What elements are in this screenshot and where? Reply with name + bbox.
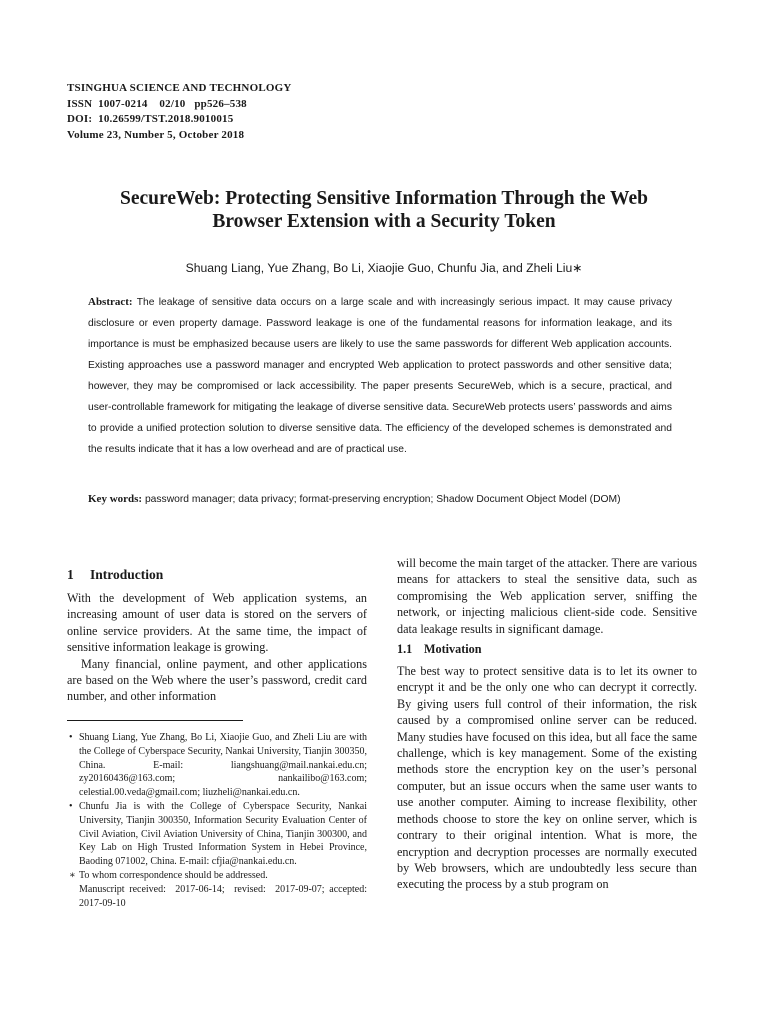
journal-issn: ISSN 1007-0214 02/10 pp526–538 xyxy=(67,97,247,110)
footnote-affiliation-2 xyxy=(67,800,367,869)
footnote-text: To whom correspondence should be addressed. xyxy=(79,869,268,881)
intro-paragraph-continued: will become the main target of the attacker. There are various means for attackers to steal the sensitive data, such as compromising the Web application server, sniffing the network, or injecting malicious client-side code. Sensitive data leakage results in significant damage. xyxy=(397,556,697,636)
keywords xyxy=(88,489,672,510)
section-number: 1 xyxy=(67,567,74,582)
motivation-paragraph: The best way to protect sensitive data is to let its owner to encrypt it and be the only one who can decrypt it correctly. By giving users full control of their information, the risk caused by a compromised online server can be reduced. Many studies have focused on this idea, but all face the same challenge, which is key management. Some of the existing methods store the encryption key on the user’s personal computer, but an issue occurs when the same user wants to use another computer. Aiming to increase flexibility, other methods choose to store the key on online server, which is contrary to their original intention. What is more, the encryption and decryption processes are normally executed by Web browsers, which are undoubtedly less secure than executing the process by a stub program on xyxy=(397,664,697,892)
intro-paragraph-1: With the development of Web application systems, an increasing amount of user data is stored on the servers of online service providers. At the same time, the impact of sensitive information leakage is growing. xyxy=(67,591,367,655)
footnote-manuscript-dates xyxy=(67,883,370,911)
bullet-icon: • xyxy=(69,732,73,743)
journal-name: TSINGHUA SCIENCE AND TECHNOLOGY xyxy=(67,82,292,94)
footnote-rule xyxy=(67,720,243,721)
abstract xyxy=(88,292,672,460)
asterisk-icon: ∗ xyxy=(69,869,76,881)
subsection-number: 1.1 xyxy=(397,642,413,657)
paper-title-line-1: SecureWeb: Protecting Sensitive Information Through the Web xyxy=(120,188,648,209)
keywords-label: Key words: xyxy=(88,493,143,505)
paper-authors: Shuang Liang, Yue Zhang, Bo Li, Xiaojie Guo, Chunfu Jia, and Zheli Liu∗ xyxy=(185,261,583,275)
left-column xyxy=(67,566,367,705)
abstract-label: Abstract: xyxy=(88,296,133,308)
footnote-text: Chunfu Jia is with the College of Cyberspace Security, Nankai University, Tianjin 300350, Information Security Evaluation Center of Civil Aviation, Civil Aviation University of China, Tianjin 300300, and Key Lab on High Trusted Information System in Hebei Province, Baoding 071002, China. E-mail: cfjia@nankai.edu.cn. xyxy=(79,800,367,868)
section-heading-introduction xyxy=(67,566,367,584)
keywords-text: password manager; data privacy; format-preserving encryption; Shadow Document Object Model (DOM) xyxy=(144,494,621,505)
journal-header xyxy=(67,81,292,144)
subsection-title: Motivation xyxy=(424,642,482,657)
section-title: Introduction xyxy=(90,567,164,582)
footnote-correspondence xyxy=(67,869,367,883)
footnote-text: Manuscript received: 2017-06-14; revised: 2017-09-07; accepted: 2017-09-10 xyxy=(79,883,370,909)
paper-title xyxy=(60,187,708,233)
footnotes xyxy=(67,731,370,910)
abstract-text: The leakage of sensitive data occurs on a large scale and with increasingly serious impact. It may cause privacy disclosure or even property damage. Password leakage is one of the fundamental reasons for information leakage, and its importance is must be emphasized because users are likely to use the same passwords for different Web application accounts. Existing approaches use a password manager and encrypted Web application to protect passwords and other sensitive data; however, they may be compromised or lack accessibility. The paper presents SecureWeb, which is a secure, practical, and user-controllable framework for mitigating the leakage of diverse sensitive data. SecureWeb protects users’ passwords and aims to provide a unified protection solution to diverse sensitive data. The efficiency of the developed schemes is demonstrated and the results indicate that it has a low overhead and are of practical use. xyxy=(88,297,672,455)
bullet-icon: • xyxy=(69,800,73,812)
right-column xyxy=(397,555,697,893)
footnote-affiliation-1 xyxy=(67,731,367,800)
footnote-text: Shuang Liang, Yue Zhang, Bo Li, Xiaojie Guo, and Zheli Liu are with the College of Cyberspace Security, Nankai University, Tianjin 300350, China. E-mail: liangshuang@mail.nankai.edu.cn; zy20160436@163.com; nankailibo@163.com; celestial.00.veda@gmail.com; liuzheli@nankai.edu.cn. xyxy=(79,732,367,799)
subsection-heading-motivation xyxy=(397,641,697,657)
journal-volume: Volume 23, Number 5, October 2018 xyxy=(67,129,245,142)
journal-doi: DOI: 10.26599/TST.2018.9010015 xyxy=(67,113,234,126)
paper-title-line-2: Browser Extension with a Security Token xyxy=(212,211,556,232)
intro-paragraph-2: Many financial, online payment, and other applications are based on the Web where the user’s password, credit card number, and other information xyxy=(67,656,367,704)
